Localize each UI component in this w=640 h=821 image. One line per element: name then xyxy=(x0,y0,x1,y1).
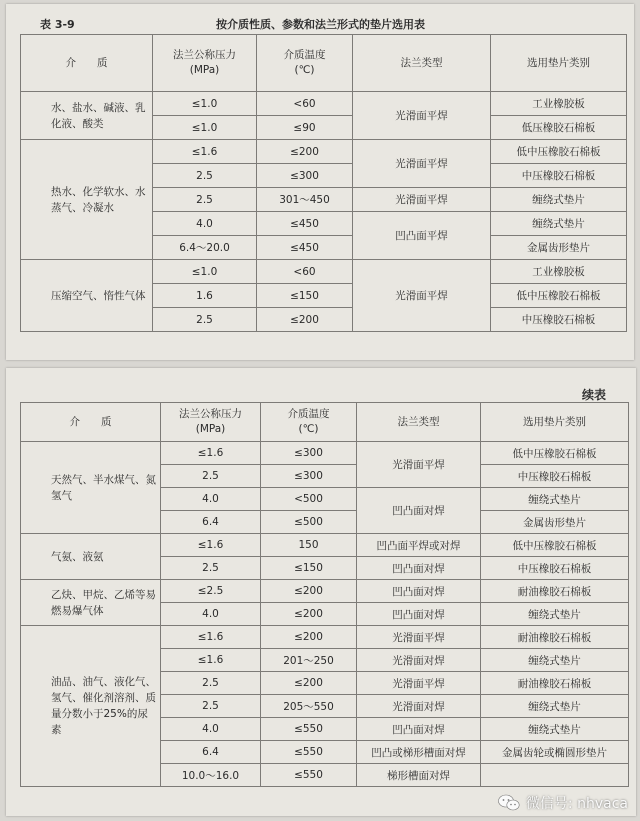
header-temperature: 介质温度 (℃) xyxy=(257,35,353,92)
pressure-cell: 6.4 xyxy=(161,741,261,764)
medium-cell: 水、盐水、碱液、乳化液、酸类 xyxy=(21,92,153,140)
temperature-cell: <60 xyxy=(257,260,353,284)
temperature-cell: ≤550 xyxy=(261,764,357,787)
table-photo-2 xyxy=(6,368,636,816)
temperature-cell: ≤500 xyxy=(261,511,357,534)
header-pressure: 法兰公称压力 (MPa) xyxy=(153,35,257,92)
gasket-cell: 工业橡胶板 xyxy=(491,92,627,116)
temperature-cell: ≤90 xyxy=(257,116,353,140)
pressure-cell: 2.5 xyxy=(161,672,261,695)
table-row xyxy=(21,442,629,465)
flange-cell: 凹凸面对焊 xyxy=(357,603,481,626)
gasket-cell: 中压橡胶石棉板 xyxy=(491,164,627,188)
flange-cell: 光滑面平焊 xyxy=(357,626,481,649)
temperature-cell: ≤200 xyxy=(261,672,357,695)
header-gasket: 选用垫片类别 xyxy=(481,403,629,442)
pressure-cell: 2.5 xyxy=(153,188,257,212)
table-title: 按介质性质、参数和法兰形式的垫片选用表 xyxy=(216,18,425,31)
gasket-cell: 缠绕式垫片 xyxy=(481,695,629,718)
temperature-cell: ≤300 xyxy=(257,164,353,188)
gasket-cell: 中压橡胶石棉板 xyxy=(481,465,629,488)
flange-cell: 凹凸面对焊 xyxy=(357,718,481,741)
gasket-cell: 低压橡胶石棉板 xyxy=(491,116,627,140)
pressure-cell: 4.0 xyxy=(161,488,261,511)
gasket-cell: 耐油橡胶石棉板 xyxy=(481,580,629,603)
header-flange: 法兰类型 xyxy=(353,35,491,92)
table-header-row xyxy=(21,403,629,442)
pressure-cell: 2.5 xyxy=(153,164,257,188)
flange-cell: 梯形槽面对焊 xyxy=(357,764,481,787)
gasket-cell: 耐油橡胶石棉板 xyxy=(481,672,629,695)
watermark-text: 微信号: nhvaca xyxy=(525,796,628,812)
flange-cell: 凹凸面对焊 xyxy=(357,488,481,534)
temperature-cell: ≤550 xyxy=(261,718,357,741)
gasket-cell: 缠绕式垫片 xyxy=(481,649,629,672)
gasket-cell: 缠绕式垫片 xyxy=(481,718,629,741)
gasket-cell: 低中压橡胶石棉板 xyxy=(481,534,629,557)
gasket-cell: 金属齿形垫片 xyxy=(491,236,627,260)
pressure-cell: ≤2.5 xyxy=(161,580,261,603)
gasket-cell: 低中压橡胶石棉板 xyxy=(491,284,627,308)
temperature-cell: ≤200 xyxy=(261,626,357,649)
pressure-cell: ≤1.6 xyxy=(153,140,257,164)
flange-cell: 光滑面平焊 xyxy=(357,672,481,695)
temperature-cell: <500 xyxy=(261,488,357,511)
flange-cell: 光滑面对焊 xyxy=(357,695,481,718)
temperature-cell: ≤200 xyxy=(261,603,357,626)
temperature-cell: 205～550 xyxy=(261,695,357,718)
flange-cell: 光滑面平焊 xyxy=(357,442,481,488)
temperature-cell: 201～250 xyxy=(261,649,357,672)
table-row xyxy=(21,92,627,116)
temperature-cell: 301～450 xyxy=(257,188,353,212)
pressure-cell: ≤1.6 xyxy=(161,649,261,672)
gasket-cell: 工业橡胶板 xyxy=(491,260,627,284)
flange-cell: 光滑面平焊 xyxy=(353,92,491,140)
gasket-cell: 低中压橡胶石棉板 xyxy=(481,442,629,465)
gasket-cell: 耐油橡胶石棉板 xyxy=(481,626,629,649)
table-header-row xyxy=(21,35,627,92)
medium-cell: 热水、化学软水、水蒸气、冷凝水 xyxy=(21,140,153,260)
temperature-cell: ≤450 xyxy=(257,212,353,236)
pressure-cell: 1.6 xyxy=(153,284,257,308)
gasket-cell: 缠绕式垫片 xyxy=(481,488,629,511)
pressure-cell: 2.5 xyxy=(161,695,261,718)
table-row xyxy=(21,626,629,649)
temperature-cell: ≤300 xyxy=(261,465,357,488)
gasket-cell: 缠绕式垫片 xyxy=(491,212,627,236)
gasket-cell: 缠绕式垫片 xyxy=(481,603,629,626)
pressure-cell: ≤1.0 xyxy=(153,116,257,140)
medium-cell: 油品、油气、液化气、氢气、催化剂溶剂、质量分数小于25%的尿素 xyxy=(21,626,161,787)
medium-cell: 天然气、半水煤气、氮氢气 xyxy=(21,442,161,534)
flange-cell: 凹凸面平焊 xyxy=(353,212,491,260)
pressure-cell: 2.5 xyxy=(161,557,261,580)
temperature-cell: ≤150 xyxy=(257,284,353,308)
table-photo-1 xyxy=(6,4,634,360)
header-temperature: 介质温度 (℃) xyxy=(261,403,357,442)
pressure-cell: 6.4 xyxy=(161,511,261,534)
wechat-watermark xyxy=(498,793,628,813)
temperature-cell: ≤200 xyxy=(257,140,353,164)
gasket-cell: 金属齿形垫片 xyxy=(481,511,629,534)
table-label: 表 3-9 xyxy=(40,18,75,31)
temperature-cell: ≤300 xyxy=(261,442,357,465)
gasket-cell xyxy=(481,764,629,787)
pressure-cell: 2.5 xyxy=(153,308,257,332)
temperature-cell: ≤150 xyxy=(261,557,357,580)
table-row xyxy=(21,140,627,164)
flange-cell: 光滑面平焊 xyxy=(353,140,491,188)
medium-cell: 压缩空气、惰性气体 xyxy=(21,260,153,332)
table-row xyxy=(21,260,627,284)
pressure-cell: 4.0 xyxy=(153,212,257,236)
temperature-cell: ≤200 xyxy=(261,580,357,603)
gasket-cell: 中压橡胶石棉板 xyxy=(481,557,629,580)
flange-cell: 凹凸面对焊 xyxy=(357,580,481,603)
flange-cell: 光滑面平焊 xyxy=(353,260,491,332)
header-medium: 介 质 xyxy=(21,35,153,92)
pressure-cell: 6.4～20.0 xyxy=(153,236,257,260)
gasket-cell: 中压橡胶石棉板 xyxy=(491,308,627,332)
flange-cell: 凹凸或梯形槽面对焊 xyxy=(357,741,481,764)
pressure-cell: ≤1.6 xyxy=(161,442,261,465)
temperature-cell: ≤450 xyxy=(257,236,353,260)
flange-cell: 光滑面对焊 xyxy=(357,649,481,672)
temperature-cell: ≤200 xyxy=(257,308,353,332)
temperature-cell: ≤550 xyxy=(261,741,357,764)
medium-cell: 气氨、液氨 xyxy=(21,534,161,580)
gasket-cell: 缠绕式垫片 xyxy=(491,188,627,212)
medium-cell: 乙炔、甲烷、乙烯等易燃易爆气体 xyxy=(21,580,161,626)
table-row xyxy=(21,580,629,603)
header-medium: 介 质 xyxy=(21,403,161,442)
pressure-cell: ≤1.6 xyxy=(161,534,261,557)
temperature-cell: <60 xyxy=(257,92,353,116)
pressure-cell: 10.0～16.0 xyxy=(161,764,261,787)
table-row xyxy=(21,534,629,557)
gasket-cell: 金属齿轮或椭圆形垫片 xyxy=(481,741,629,764)
flange-cell: 光滑面平焊 xyxy=(353,188,491,212)
gasket-cell: 低中压橡胶石棉板 xyxy=(491,140,627,164)
wechat-icon xyxy=(498,794,520,812)
gasket-selection-table xyxy=(20,34,627,332)
header-pressure: 法兰公称压力 (MPa) xyxy=(161,403,261,442)
header-flange: 法兰类型 xyxy=(357,403,481,442)
header-gasket: 选用垫片类别 xyxy=(491,35,627,92)
continued-label: 续表 xyxy=(581,388,606,402)
pressure-cell: ≤1.0 xyxy=(153,92,257,116)
pressure-cell: 4.0 xyxy=(161,603,261,626)
flange-cell: 凹凸面平焊或对焊 xyxy=(357,534,481,557)
gasket-selection-table-continued xyxy=(20,402,629,787)
pressure-cell: ≤1.6 xyxy=(161,626,261,649)
temperature-cell: 150 xyxy=(261,534,357,557)
flange-cell: 凹凸面对焊 xyxy=(357,557,481,580)
pressure-cell: ≤1.0 xyxy=(153,260,257,284)
pressure-cell: 4.0 xyxy=(161,718,261,741)
pressure-cell: 2.5 xyxy=(161,465,261,488)
